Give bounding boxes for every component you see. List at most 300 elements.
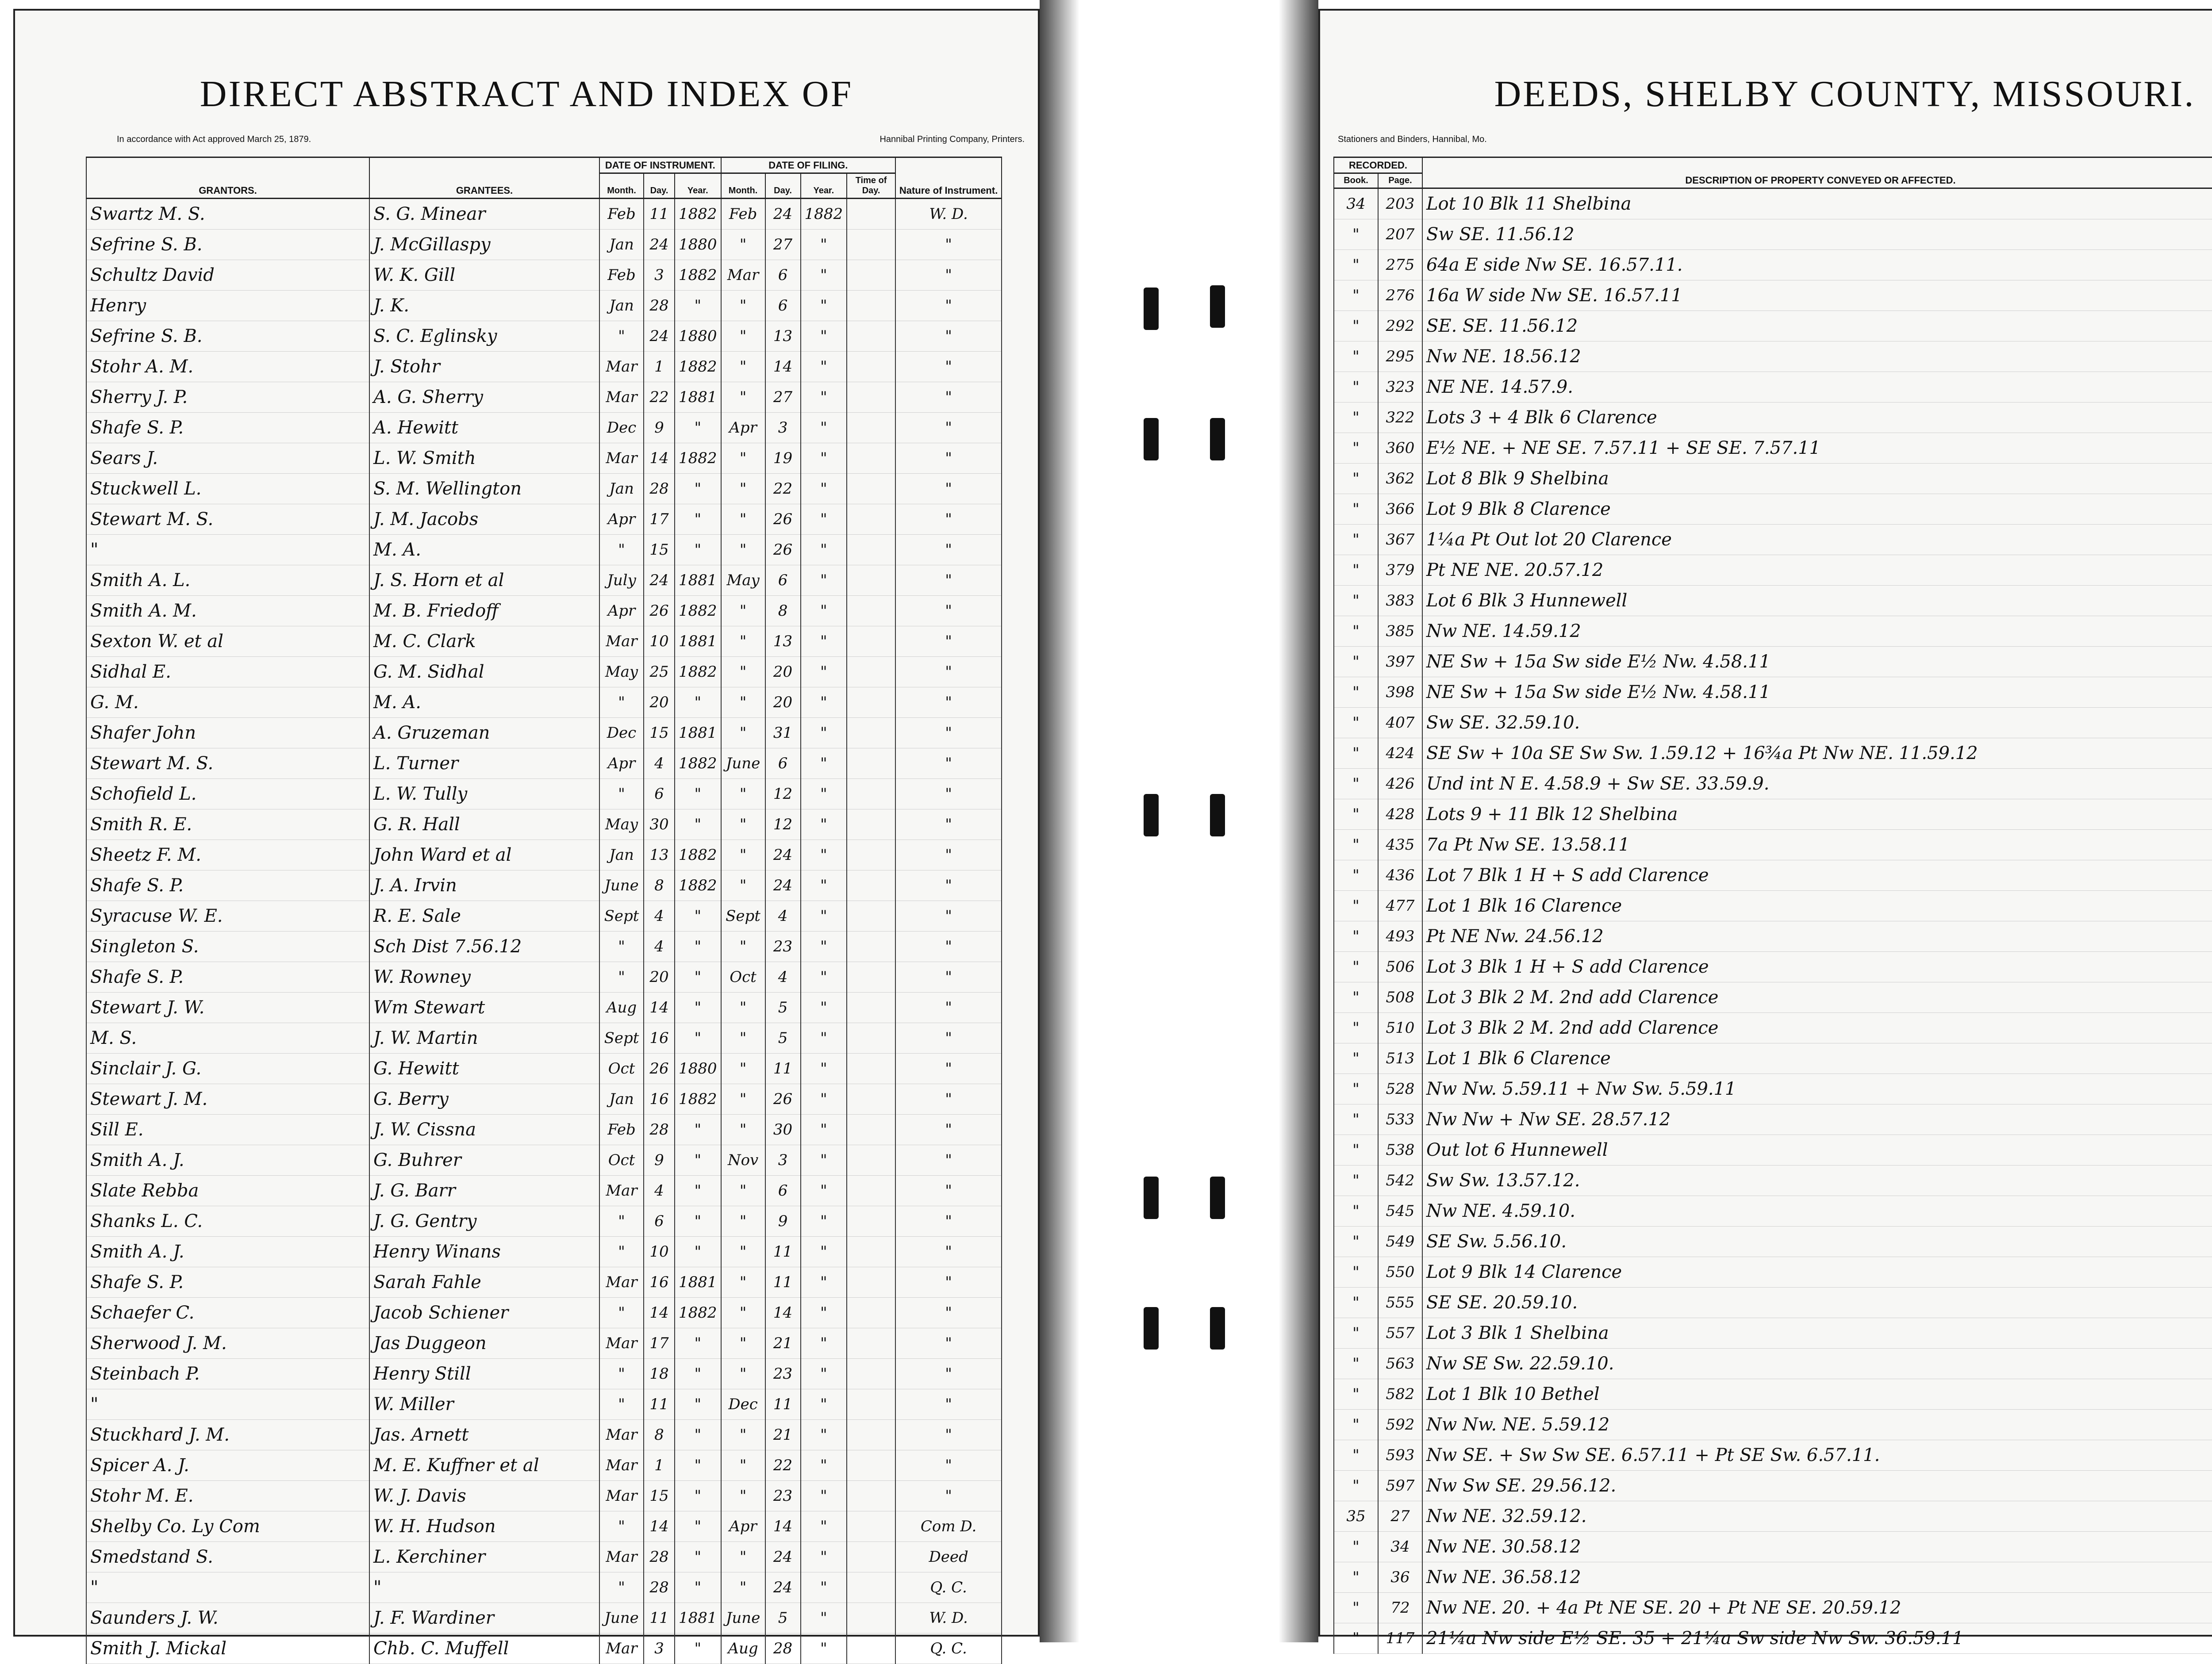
instrument-year-cell: 1880 [675,1054,721,1084]
table-row [86,443,1002,474]
table-row [1334,982,2212,1013]
instrument-year-cell: " [675,535,721,565]
nature-cell: " [895,1237,1002,1267]
filing-month-cell: June [721,1603,765,1633]
grantor-cell: Singleton S. [86,932,369,962]
table-row [86,1481,1002,1511]
filing-month-cell: Oct [721,962,765,993]
instrument-day-cell: 11 [644,1603,675,1633]
instrument-year-cell: 1881 [675,1603,721,1633]
description-cell: Lot 3 Blk 1 H + S add Clarence [1422,952,2212,982]
binder-hole [1210,285,1225,328]
filing-day-cell: 6 [765,291,801,321]
page-cell: 295 [1378,341,1422,372]
filing-month-cell: " [721,1176,765,1206]
table-row [1334,188,2212,219]
instrument-month-cell: Jan [599,230,644,260]
filing-day-cell: 12 [765,809,801,840]
table-row [1334,677,2212,708]
instrument-month-cell: Dec [599,413,644,443]
table-row [1334,433,2212,464]
table-row [1334,555,2212,586]
instrument-year-cell: 1881 [675,626,721,657]
instrument-month-cell: July [599,565,644,596]
instrument-month-cell: " [599,1359,644,1389]
book-cell: " [1334,372,1378,403]
left-ledger-page [13,9,1040,1659]
filing-year-cell: " [801,1389,847,1420]
book-cell: " [1334,1135,1378,1166]
time-of-day-cell [847,870,895,901]
filing-year-cell: " [801,474,847,504]
grantor-cell: Sefrine S. B. [86,321,369,352]
instrument-year-cell: 1880 [675,230,721,260]
time-of-day-cell [847,1145,895,1176]
table-row [1334,250,2212,280]
filing-year-cell: " [801,1481,847,1511]
page-cell: 323 [1378,372,1422,403]
time-of-day-cell [847,291,895,321]
grantee-cell: A. Gruzeman [369,718,599,748]
instrument-year-cell: 1882 [675,443,721,474]
page-cell: 367 [1378,525,1422,555]
filing-month-cell: " [721,504,765,535]
time-of-day-cell [847,1359,895,1389]
book-cell: " [1334,769,1378,799]
instrument-day-cell: 26 [644,1054,675,1084]
instrument-day-cell: 18 [644,1359,675,1389]
nature-header: Nature of Instrument. [895,157,1002,199]
table-row [1334,891,2212,921]
book-cell: " [1334,1043,1378,1074]
table-row [86,535,1002,565]
filing-day-cell: 13 [765,321,801,352]
time-of-day-cell [847,1633,895,1664]
grantor-cell: Stewart M. S. [86,504,369,535]
filing-year-cell: " [801,1084,847,1115]
grantee-cell: J. McGillaspy [369,230,599,260]
description-cell: Nw Nw. 5.59.11 + Nw Sw. 5.59.11 [1422,1074,2212,1104]
grantee-cell: J. W. Martin [369,1023,599,1054]
filing-year-cell: " [801,1145,847,1176]
time-of-day-cell [847,993,895,1023]
grantor-cell: Sears J. [86,443,369,474]
grantor-cell: Shafe S. P. [86,413,369,443]
description-cell: Lot 3 Blk 2 M. 2nd add Clarence [1422,1013,2212,1043]
filing-year-cell: " [801,1267,847,1298]
instrument-year-cell: " [675,901,721,932]
table-row [1334,1562,2212,1593]
instrument-year-cell: " [675,1633,721,1664]
page-cell: 207 [1378,219,1422,250]
page-cell: 385 [1378,616,1422,647]
page-cell: 593 [1378,1440,1422,1471]
time-of-day-cell [847,1176,895,1206]
nature-cell: " [895,1389,1002,1420]
time-of-day-cell [847,443,895,474]
filing-day-cell: 6 [765,1176,801,1206]
instrument-year-cell: 1882 [675,1084,721,1115]
table-row [86,1145,1002,1176]
filing-month-cell: " [721,932,765,962]
filing-day-cell: 14 [765,352,801,382]
instrument-year-cell: " [675,291,721,321]
grantee-cell: W. K. Gill [369,260,599,291]
filing-year-cell: " [801,840,847,870]
filing-year-cell: " [801,565,847,596]
page-cell: 407 [1378,708,1422,738]
table-row [86,260,1002,291]
filing-day-cell: 21 [765,1328,801,1359]
right-table-body [1334,188,2212,1654]
page-cell: 513 [1378,1043,1422,1074]
table-row [1334,1379,2212,1410]
instrument-day-cell: 1 [644,1450,675,1481]
nature-cell: " [895,230,1002,260]
nature-cell: W. D. [895,199,1002,230]
instrument-year-cell: " [675,413,721,443]
page-cell: 545 [1378,1196,1422,1227]
instrument-day-cell: 16 [644,1267,675,1298]
description-cell: Lot 1 Blk 16 Clarence [1422,891,2212,921]
nature-cell: " [895,901,1002,932]
instrument-month-cell: " [599,687,644,718]
grantee-cell: J. F. Wardiner [369,1603,599,1633]
filing-year-cell: " [801,962,847,993]
nature-cell: " [895,993,1002,1023]
time-of-day-cell [847,260,895,291]
time-of-day-cell [847,382,895,413]
nature-cell: " [895,413,1002,443]
filing-day-cell: 3 [765,413,801,443]
book-cell: " [1334,219,1378,250]
filing-month-header: Month. [721,173,765,199]
instrument-year-cell: " [675,993,721,1023]
instrument-month-cell: June [599,870,644,901]
nature-cell: " [895,1023,1002,1054]
nature-cell: W. D. [895,1603,1002,1633]
filing-year-cell: " [801,626,847,657]
time-of-day-cell [847,1481,895,1511]
table-row [86,1603,1002,1633]
filing-year-header: Year. [801,173,847,199]
grantor-cell: Smith A. J. [86,1237,369,1267]
book-cell: " [1334,525,1378,555]
table-row [1334,1013,2212,1043]
instrument-year-cell: " [675,687,721,718]
instrument-year-cell: 1882 [675,1298,721,1328]
instrument-year-header: Year. [675,173,721,199]
instrument-month-cell: Sept [599,1023,644,1054]
description-cell: Nw NE. 20. + 4a Pt NE SE. 20 + Pt NE SE. 20.59.12 [1422,1593,2212,1623]
filing-day-cell: 28 [765,1633,801,1664]
description-cell: 7a Pt Nw SE. 13.58.11 [1422,830,2212,860]
nature-cell: " [895,748,1002,779]
instrument-day-cell: 6 [644,1206,675,1237]
grantee-cell: Wm Stewart [369,993,599,1023]
table-row [86,321,1002,352]
binder-hole [1210,794,1225,836]
instrument-day-cell: 28 [644,1572,675,1603]
book-cell: " [1334,555,1378,586]
filing-year-cell: " [801,657,847,687]
description-cell: NE NE. 14.57.9. [1422,372,2212,403]
book-cell: " [1334,403,1378,433]
grantee-cell: J. W. Cissna [369,1115,599,1145]
nature-cell: Q. C. [895,1633,1002,1664]
filing-year-cell: " [801,1420,847,1450]
filing-day-cell: 14 [765,1511,801,1542]
description-cell: 1¼a Pt Out lot 20 Clarence [1422,525,2212,555]
grantors-header: GRANTORS. [86,157,369,199]
table-row [1334,280,2212,311]
description-cell: Nw NE. 4.59.10. [1422,1196,2212,1227]
filing-day-cell: 24 [765,199,801,230]
instrument-day-cell: 1 [644,352,675,382]
table-row [1334,1532,2212,1562]
nature-cell: " [895,1420,1002,1450]
page-cell: 592 [1378,1410,1422,1440]
instrument-year-cell: " [675,1206,721,1237]
nature-cell: " [895,1267,1002,1298]
instrument-year-cell: 1882 [675,260,721,291]
filing-day-cell: 11 [765,1054,801,1084]
description-cell: Nw NE. 32.59.12. [1422,1501,2212,1532]
nature-cell: " [895,1481,1002,1511]
nature-cell: " [895,474,1002,504]
date-of-filing-header: DATE OF FILING. [721,157,896,173]
grantee-cell: J. Stohr [369,352,599,382]
instrument-year-cell: 1882 [675,657,721,687]
book-cell: " [1334,280,1378,311]
instrument-day-cell: 14 [644,1298,675,1328]
table-row [1334,860,2212,891]
page-cell: 360 [1378,433,1422,464]
table-row [86,1054,1002,1084]
time-of-day-header: Time of Day. [847,173,895,199]
table-row [86,1511,1002,1542]
grantor-cell: Shafe S. P. [86,870,369,901]
table-row [86,413,1002,443]
book-cell: " [1334,1532,1378,1562]
table-row [1334,219,2212,250]
filing-day-cell: 6 [765,748,801,779]
filing-day-cell: 3 [765,1145,801,1176]
time-of-day-cell [847,718,895,748]
nature-cell: " [895,1328,1002,1359]
instrument-month-cell: Dec [599,718,644,748]
table-row [1334,799,2212,830]
table-row [1334,1257,2212,1288]
instrument-month-cell: Aug [599,993,644,1023]
filing-month-cell: " [721,1023,765,1054]
filing-year-cell: " [801,535,847,565]
grantor-cell: Schultz David [86,260,369,291]
page-cell: 533 [1378,1104,1422,1135]
grantee-cell: Jacob Schiener [369,1298,599,1328]
nature-cell: " [895,504,1002,535]
instrument-month-cell: " [599,779,644,809]
instrument-day-cell: 14 [644,993,675,1023]
book-cell: " [1334,921,1378,952]
filing-day-cell: 26 [765,535,801,565]
table-row [86,1084,1002,1115]
filing-day-cell: 24 [765,1542,801,1572]
page-cell: 555 [1378,1288,1422,1318]
description-cell: Lot 9 Blk 8 Clarence [1422,494,2212,525]
book-cell: " [1334,830,1378,860]
filing-day-cell: 14 [765,1298,801,1328]
gutter-shadow-left [1040,0,1079,1642]
time-of-day-cell [847,626,895,657]
nature-cell: " [895,840,1002,870]
table-row [86,565,1002,596]
filing-day-cell: 31 [765,718,801,748]
table-row [1334,1227,2212,1257]
page-cell: 506 [1378,952,1422,982]
instrument-year-cell: " [675,1420,721,1450]
filing-year-cell: " [801,352,847,382]
instrument-day-cell: 24 [644,565,675,596]
description-cell: Lot 8 Blk 9 Shelbina [1422,464,2212,494]
instrument-month-header: Month. [599,173,644,199]
grantee-cell: W. J. Davis [369,1481,599,1511]
filing-month-cell: Apr [721,413,765,443]
instrument-month-cell: " [599,1511,644,1542]
instrument-day-cell: 24 [644,321,675,352]
book-cell: 34 [1334,188,1378,219]
property-description-table [1333,157,2212,1654]
filing-month-cell: " [721,443,765,474]
instrument-year-cell: 1882 [675,870,721,901]
instrument-year-cell: " [675,962,721,993]
grantor-cell: Stuckwell L. [86,474,369,504]
filing-year-cell: " [801,1633,847,1664]
filing-day-cell: 20 [765,657,801,687]
grantor-cell: Saunders J. W. [86,1603,369,1633]
page-cell: 436 [1378,860,1422,891]
instrument-month-cell: Apr [599,504,644,535]
book-header: Book. [1334,173,1378,188]
filing-month-cell: " [721,687,765,718]
time-of-day-cell [847,1389,895,1420]
table-row [1334,494,2212,525]
nature-cell: " [895,260,1002,291]
time-of-day-cell [847,1084,895,1115]
nature-cell: " [895,382,1002,413]
book-cell: " [1334,952,1378,982]
page-cell: 428 [1378,799,1422,830]
left-page-title: DIRECT ABSTRACT AND INDEX OF [200,73,853,115]
table-row [1334,311,2212,341]
instrument-day-cell: 17 [644,1328,675,1359]
grantor-cell: Stohr M. E. [86,1481,369,1511]
table-row [86,1023,1002,1054]
book-cell: " [1334,1288,1378,1318]
filing-day-cell: 26 [765,1084,801,1115]
instrument-month-cell: Jan [599,474,644,504]
page-cell: 322 [1378,403,1422,433]
time-of-day-cell [847,901,895,932]
instrument-year-cell: " [675,1023,721,1054]
gutter-shadow-right [1279,0,1318,1642]
table-row [1334,1074,2212,1104]
filing-month-cell: " [721,657,765,687]
filing-year-cell: " [801,1054,847,1084]
filing-year-cell: " [801,1115,847,1145]
book-cell: " [1334,799,1378,830]
instrument-month-cell: " [599,1298,644,1328]
grantor-cell: Stohr A. M. [86,352,369,382]
book-cell: " [1334,982,1378,1013]
table-row [1334,403,2212,433]
table-row [86,1267,1002,1298]
instrument-year-cell: 1882 [675,596,721,626]
book-cell: " [1334,1410,1378,1440]
page-cell: 383 [1378,586,1422,616]
instrument-day-cell: 24 [644,230,675,260]
page-cell: 549 [1378,1227,1422,1257]
table-row [1334,708,2212,738]
instrument-month-cell: Jan [599,1084,644,1115]
filing-month-cell: Aug [721,1633,765,1664]
filing-month-cell: " [721,1084,765,1115]
filing-year-cell: " [801,1542,847,1572]
grantee-cell: L. Kerchiner [369,1542,599,1572]
table-row [86,1389,1002,1420]
instrument-month-cell: " [599,321,644,352]
printer-note: Hannibal Printing Company, Printers. [879,134,1025,144]
table-row [86,779,1002,809]
table-row [1334,341,2212,372]
table-row [86,1450,1002,1481]
description-cell: Out lot 6 Hunnewell [1422,1135,2212,1166]
nature-cell: " [895,1176,1002,1206]
grantor-cell: Stewart J. M. [86,1084,369,1115]
filing-year-cell: " [801,993,847,1023]
description-cell: Sw SE. 32.59.10. [1422,708,2212,738]
filing-day-cell: 22 [765,1450,801,1481]
filing-year-cell: " [801,504,847,535]
table-row [1334,1623,2212,1654]
nature-cell: " [895,809,1002,840]
grantor-cell: " [86,1389,369,1420]
time-of-day-cell [847,779,895,809]
binder-hole [1210,418,1225,460]
grantee-cell: Jas Duggeon [369,1328,599,1359]
page-cell: 426 [1378,769,1422,799]
instrument-year-cell: 1881 [675,565,721,596]
filing-year-cell: " [801,779,847,809]
grantor-cell: Shanks L. C. [86,1206,369,1237]
date-of-instrument-header: DATE OF INSTRUMENT. [599,157,721,173]
nature-cell: " [895,962,1002,993]
filing-day-cell: 5 [765,1603,801,1633]
grantor-cell: Stewart J. W. [86,993,369,1023]
instrument-day-cell: 3 [644,1633,675,1664]
book-cell: " [1334,1257,1378,1288]
nature-cell: " [895,535,1002,565]
instrument-day-header: Day. [644,173,675,199]
filing-day-cell: 21 [765,1420,801,1450]
grantee-cell: " [369,1572,599,1603]
grantor-cell: Stewart M. S. [86,748,369,779]
instrument-day-cell: 4 [644,748,675,779]
grantee-cell: M. A. [369,687,599,718]
instrument-year-cell: " [675,1115,721,1145]
grantor-cell: Smith A. M. [86,596,369,626]
instrument-day-cell: 11 [644,1389,675,1420]
